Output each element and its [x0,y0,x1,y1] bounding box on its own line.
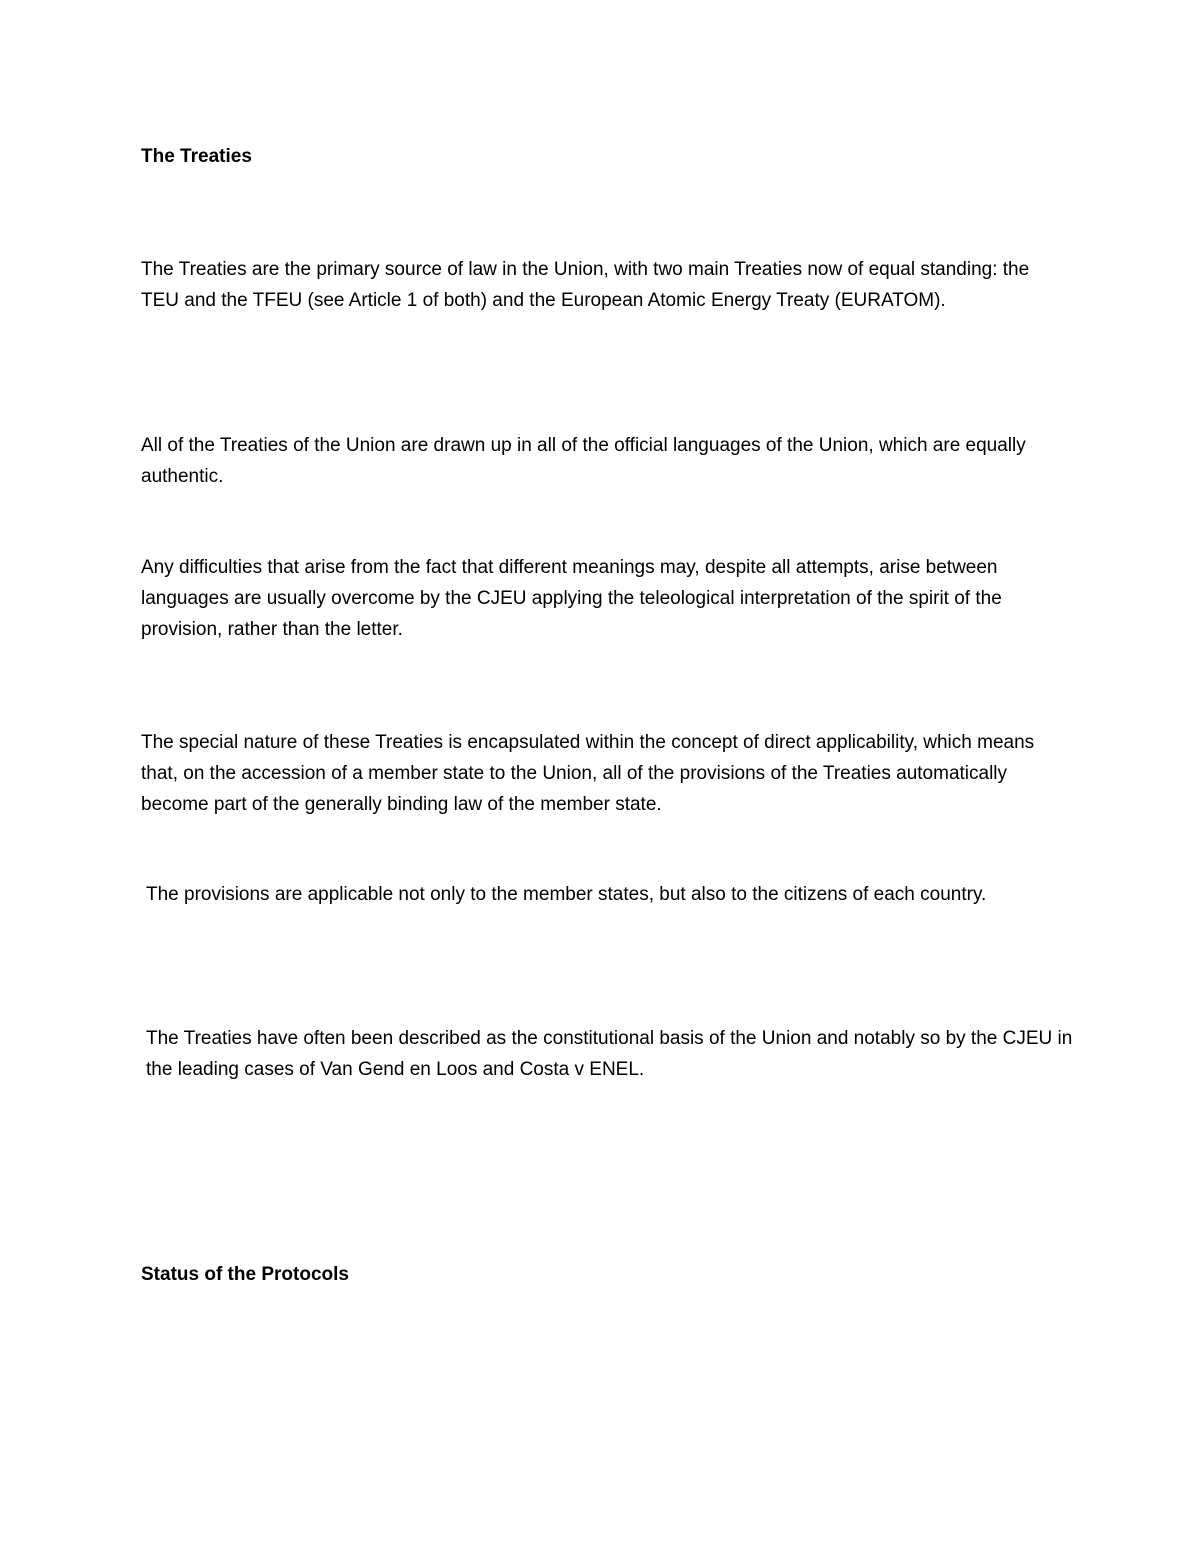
paragraph-official-languages: All of the Treaties of the Union are drawn up in all of the official languages of the Union, which are equally authentic. [141,435,1026,487]
paragraph-language-difficulties: Any difficulties that arise from the fact that different meanings may, despite all attempts, arise between languages are usually overcome by the CJEU applying the teleological interpretation of the spirit of the provision, rather than the letter. [141,557,1002,640]
paragraph-constitutional-basis: The Treaties have often been described as the constitutional basis of the Union and notably so by the CJEU in the leading cases of Van Gend en Loos and Costa v ENEL. [146,1028,1073,1080]
paragraph-provisions-applicable: The provisions are applicable not only to the member states, but also to the citizens of each country. [146,884,987,905]
heading-status-of-protocols: Status of the Protocols [141,1264,349,1285]
paragraph-primary-source: The Treaties are the primary source of law in the Union, with two main Treaties now of equal standing: the TEU and the TFEU (see Article 1 of both) and the European Atomic Energy Treaty (EURATOM). [141,259,1030,311]
heading-the-treaties: The Treaties [141,146,252,167]
paragraph-direct-applicability: The special nature of these Treaties is encapsulated within the concept of direct applicability, which means that, on the accession of a member state to the Union, all of the provisions of the Treaties automatically become part of the generally binding law of the member state. [141,732,1035,815]
